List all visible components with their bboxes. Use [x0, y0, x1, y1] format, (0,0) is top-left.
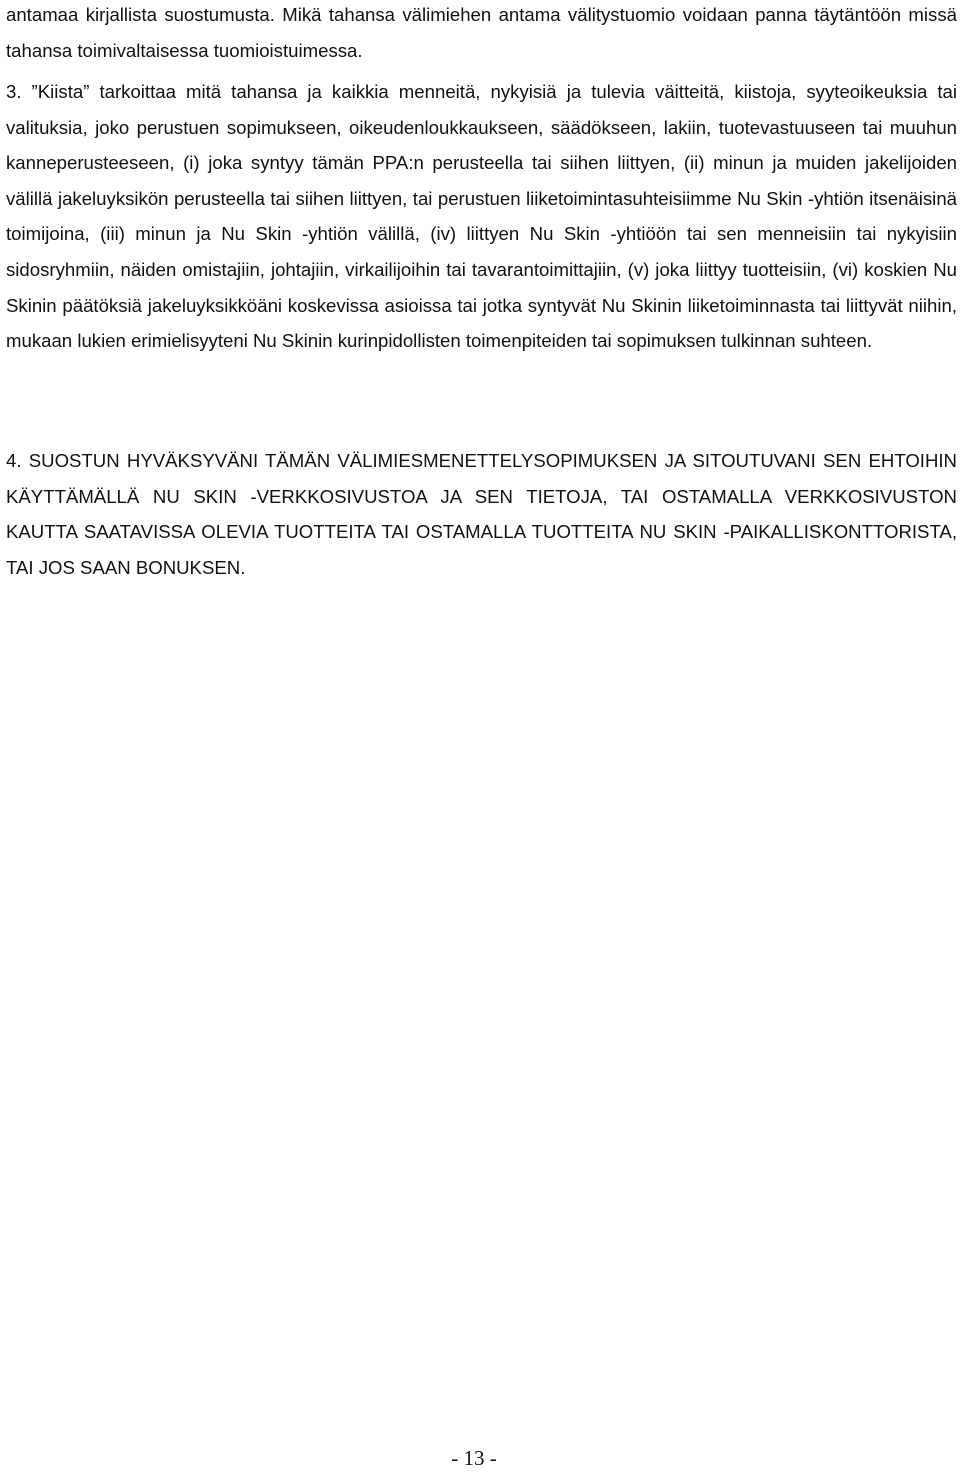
document-page	[6, 0, 957, 1474]
page-number: - 13 -	[451, 1446, 497, 1470]
paragraph-intro: antamaa kirjallista suostumusta. Mikä tahansa välimiehen antama välitystuomio voidaan panna täytäntöön missä tahansa toimivaltaisessa tuomioistuimessa.	[6, 4, 957, 61]
paragraph-item-3: 3. ”Kiista” tarkoittaa mitä tahansa ja kaikkia menneitä, nykyisiä ja tulevia väitteitä, kiistoja, syyteoikeuksia tai valituksia, joko perustuen sopimukseen, oikeudenloukkaukseen, säädökseen, lakiin, tuotevastuuseen tai muuhun kanneperusteeseen, (i) joka syntyy tämän PPA:n perusteella tai siihen liittyen, (ii) minun ja muiden jakelijoiden välillä jakeluyksikön perusteella tai siihen liittyen, tai perustuen liiketoimintasuhteisiimme Nu Skin -yhtiön itsenäisinä toimijoina, (iii) minun ja Nu Skin -yhtiön välillä, (iv) liittyen Nu Skin -yhtiöön tai sen menneisiin tai nykyisiin sidosryhmiin, näiden omistajiin, johtajiin, virkailijoihin tai tavarantoimittajiin, (v) joka liittyy tuotteisiin, (vi) koskien Nu Skinin päätöksiä jakeluyksikköäni koskevissa asioissa tai jotka syntyvät Nu Skinin liiketoiminnasta tai liittyvät niihin, mukaan lukien erimielisyyteni Nu Skinin kurinpidollisten toimenpiteiden tai sopimuksen tulkinnan suhteen.	[6, 81, 957, 352]
paragraph-item-4: 4. SUOSTUN HYVÄKSYVÄNI TÄMÄN VÄLIMIESMENETTELYSOPIMUKSEN JA SITOUTUVANI SEN EHTOIHIN KÄYTTÄMÄLLÄ NU SKIN -VERKKOSIVUSTOA JA SEN TIETOJA, TAI OSTAMALLA VERKKOSIVUSTON KAUTTA SAATAVISSA OLEVIA TUOTTEITA TAI OSTAMALLA TUOTTEITA NU SKIN -PAIKALLISKONTTORISTA, TAI JOS SAAN BONUKSEN.	[6, 450, 957, 578]
